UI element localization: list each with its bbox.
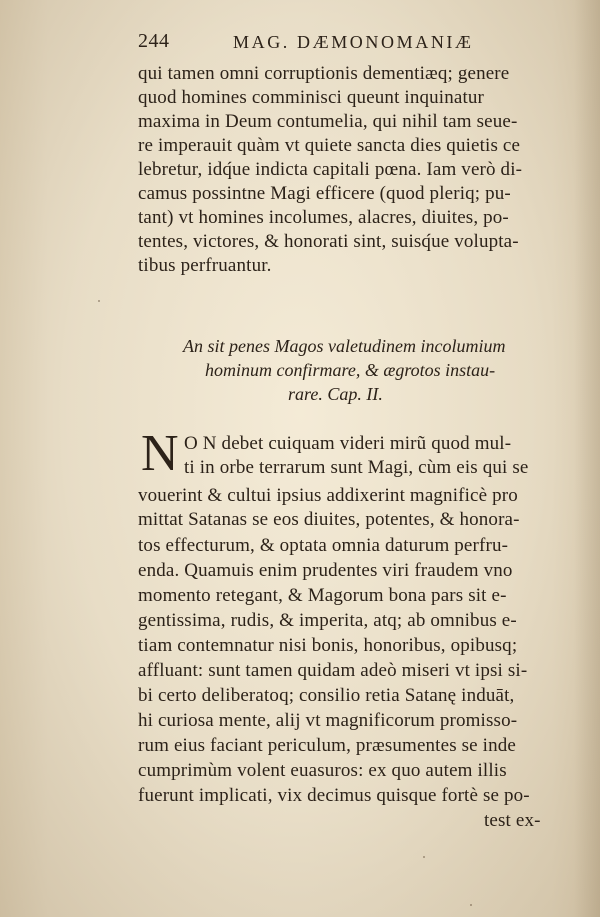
page-number: 244 bbox=[138, 30, 170, 52]
text-line: qui tamen omni corruptionis dementiæq; genere bbox=[138, 63, 510, 84]
text-line: fuerunt implicati, vix decimus quisque fortè se po- bbox=[138, 785, 530, 806]
text-line: re imperauit quàm vt quiete sancta dies quietis ce bbox=[138, 135, 521, 156]
chapter-heading-line: hominum confirmare, & ægrotos instau- bbox=[205, 360, 496, 380]
running-head: MAG. DÆMONOMANIÆ bbox=[233, 32, 474, 52]
text-line: enda. Quamuis enim prudentes viri fraudem vno bbox=[138, 560, 513, 581]
text-line: lebretur, idq́ue indicta capitali pœna. Iam verò di- bbox=[138, 159, 523, 180]
text-line: tibus perfruantur. bbox=[138, 255, 272, 276]
chapter-heading-line: An sit penes Magos valetudinem incolumium bbox=[183, 336, 506, 356]
paper-fleck bbox=[98, 300, 100, 302]
page-header bbox=[138, 30, 538, 56]
text-line: mittat Satanas se eos diuites, potentes, & honora- bbox=[138, 509, 520, 530]
text-line: momento retegant, & Magorum bona pars sit e- bbox=[138, 585, 507, 606]
text-line: bi certo deliberatoq; consilio retia Satanę induāt, bbox=[138, 685, 515, 706]
text-line: rum eius faciant periculum, præsumentes se inde bbox=[138, 735, 516, 756]
text-line: cumprimùm volent euasuros: ex quo autem illis bbox=[138, 760, 507, 781]
text-line: ti in orbe terrarum sunt Magi, cùm eis qui se bbox=[184, 457, 529, 478]
text-line: affluant: sunt tamen quidam adeò miseri vt ipsi si- bbox=[138, 660, 528, 681]
text-line: vouerint & cultui ipsius addixerint magnificè pro bbox=[138, 485, 518, 506]
text-line: tos effecturum, & optata omnia daturum perfru- bbox=[138, 535, 509, 556]
text-line: test ex- bbox=[484, 810, 541, 831]
paper-fleck bbox=[423, 856, 425, 858]
text-line: camus possintne Magi efficere (quod pleriq; pu- bbox=[138, 183, 511, 204]
text-line: maxima in Deum contumelia, qui nihil tam seue- bbox=[138, 111, 518, 132]
text-line: quod homines comminisci queunt inquinatur bbox=[138, 87, 484, 108]
text-line: gentissima, rudis, & imperita, atq; ab omnibus e- bbox=[138, 610, 517, 631]
text-line: tentes, victores, & honorati sint, suisq́ue volupta- bbox=[138, 231, 519, 252]
chapter-heading-line: rare. Cap. II. bbox=[288, 384, 383, 404]
text-line: O N debet cuiquam videri mirũ quod mul- bbox=[184, 433, 512, 454]
drop-cap: N bbox=[141, 425, 178, 482]
text-line: tiam contemnatur nisi bonis, honoribus, opibusq; bbox=[138, 635, 518, 656]
paper-fleck bbox=[470, 904, 472, 906]
text-line: tant) vt homines incolumes, alacres, diuites, po- bbox=[138, 207, 509, 228]
text-line: hi curiosa mente, alij vt magnificorum promisso- bbox=[138, 710, 518, 731]
